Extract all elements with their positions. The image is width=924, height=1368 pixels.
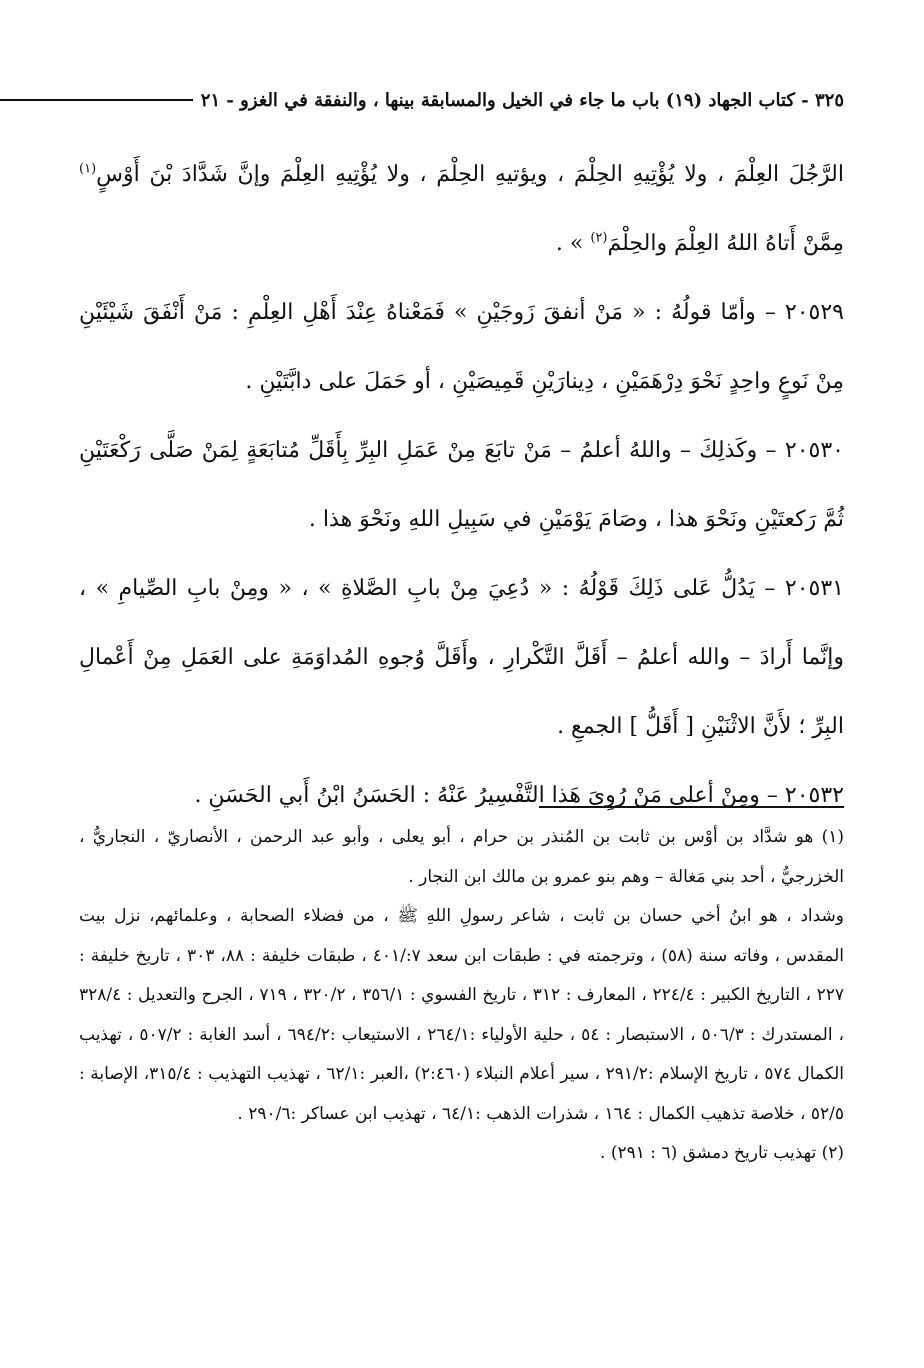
header-rule: [0, 99, 193, 101]
footnote-1-sources: وشداد ، هو ابنُ أخي حسان بن ثابت ، شاعر رسولِ اللهِ ﷺ ، من فضلاء الصحابة ، وعلمائهم، نزل بيت المقدس ، وفاته سنة (٥٨) ، وترجمته في : طبقات ابن سعد ٧:/٤٠١ ، طبقات خليفة : ٨٨، ٣٠٣ ، تاريخ خليفة : ٢٢٧ ، التاريخ الكبير : ٢٢٤/٤ ، المعارف : ٣١٢ ، تاريخ الفسوي : ٣٥٦/١ ، ٣٢٠/٢ ، ٧١٩ ، الجرح والتعديل : ٣٢٨/٤ ، المستدرك : ٥٠٦/٣ ، الاستبصار : ٥٤ ، حلية الأولياء :٢٦٤/١ ، الاستيعاب :٦٩٤/٢ ، أسد الغابة : ٥٠٧/٢ ، تهذيب الكمال ٥٧٤ ، تاريخ الإسلام :٢٩١/٢ ، سير أعلام النبلاء (٢:٤٦٠) ،العبر :٦٢/١ ، تهذيب التهذيب : ٣١٥/٤، الإصابة : ٥٢/٥ ، خلاصة تذهيب الكمال : ١٦٤ ، شذرات الذهب :٦٤/١ ، تهذيب ابن عساكر :٢٩٠/٦ .: [79, 906, 845, 1124]
footnote-ref-1: (١): [79, 161, 97, 177]
running-header: [0, 84, 844, 116]
paragraph-20530: ٢٠٥٣٠ – وكَذلِكَ – واللهُ أعلمُ – مَنْ تابَعَ مِنْ عَمَلِ البِرِّ بِأَقَلِّ مُتابَعَةٍ لِمَنْ صَلَّى رَكْعَتَيْنِ ثُمَّ رَكعتَيْنِ ونَحْوَ هذا ، وصَامَ يَوْمَيْنِ في سَبِيلِ اللهِ ونَحْوَ هذا .: [79, 438, 844, 532]
running-title: ٣٢٥ - كتاب الجهاد (١٩) باب ما جاء في الخيل والمسابقة بينها ، والنفقة في الغزو - ٢١: [200, 89, 844, 111]
footnote-2: (٢) تهذيب تاريخ دمشق (٦ : ٢٩١) .: [600, 1143, 844, 1163]
main-text: [79, 140, 844, 830]
paragraph-continuation: [79, 140, 844, 278]
footnote-divider: [539, 806, 844, 808]
continuation-text: الرَّجُلَ العِلْمَ ، ولا يُؤْتِيهِ الحِلْمَ ، ويؤتيهِ الحِلْمَ ، ولا يُؤْتِيهِ العِلْمَ وإنَّ شَدَّادَ بْنَ أَوْسٍ: [96, 162, 844, 187]
footnotes: [79, 818, 844, 1174]
continuation-end: » .: [555, 231, 584, 256]
continuation-tail: مِمَّنْ أَتاهُ اللهُ العِلْمَ والحِلْمَ: [607, 231, 844, 256]
footnote-1-intro: (١) هو شدَّاد بن أوْس بن ثابت بن المُنذر بن حرام ، أبو يعلى ، وأبو عبد الرحمن ، الأنصاريّ ، النجاريُّ ، الخزرجيُّ ، أحد بني مَغالة – وهم بنو عمرو بن مالك ابن النجار .: [79, 827, 844, 887]
paragraph-20532: ٢٠٥٣٢ – ومِنْ أعلى مَنْ رُوِيَ هَذا التَّفْسِيرُ عَنْهُ : الحَسَنُ ابْنُ أَبي الحَسَنِ .: [194, 783, 844, 808]
paragraph-20529: ٢٠٥٢٩ – وأمّا قولُهُ : « مَنْ أنفقَ زَوجَيْنِ » فَمَعْناهُ عِنْدَ أَهْلِ العِلْمِ : مَنْ أَنْفَقَ شَيْئَيْنِ مِنْ نَوعٍ واحِدٍ نَحْوَ دِرْهَمَيْنِ ، دِينارَيْنِ قَمِيصَيْنِ ، أو حَمَلَ على دابَّتَيْنِ .: [79, 300, 844, 394]
footnote-ref-2: (٢): [590, 230, 608, 246]
paragraph-20531: ٢٠٥٣١ – يَدُلُّ عَلى ذَلِكَ قَوْلُهُ : « دُعِيَ مِنْ بابِ الصَّلاةِ » ، « ومِنْ بابِ الصِّيامِ » ، وإنَّما أَرادَ – والله أعلمُ – أَقَلَّ التَّكْرارِ ، وأَقَلَّ وُجوهِ المُداوَمَةِ على العَمَلِ مِنْ أَعْمالِ البِرِّ ؛ لأَنَّ الاثْنَيْنِ [ أَقَلُّ ] الجمعِ .: [79, 576, 844, 739]
